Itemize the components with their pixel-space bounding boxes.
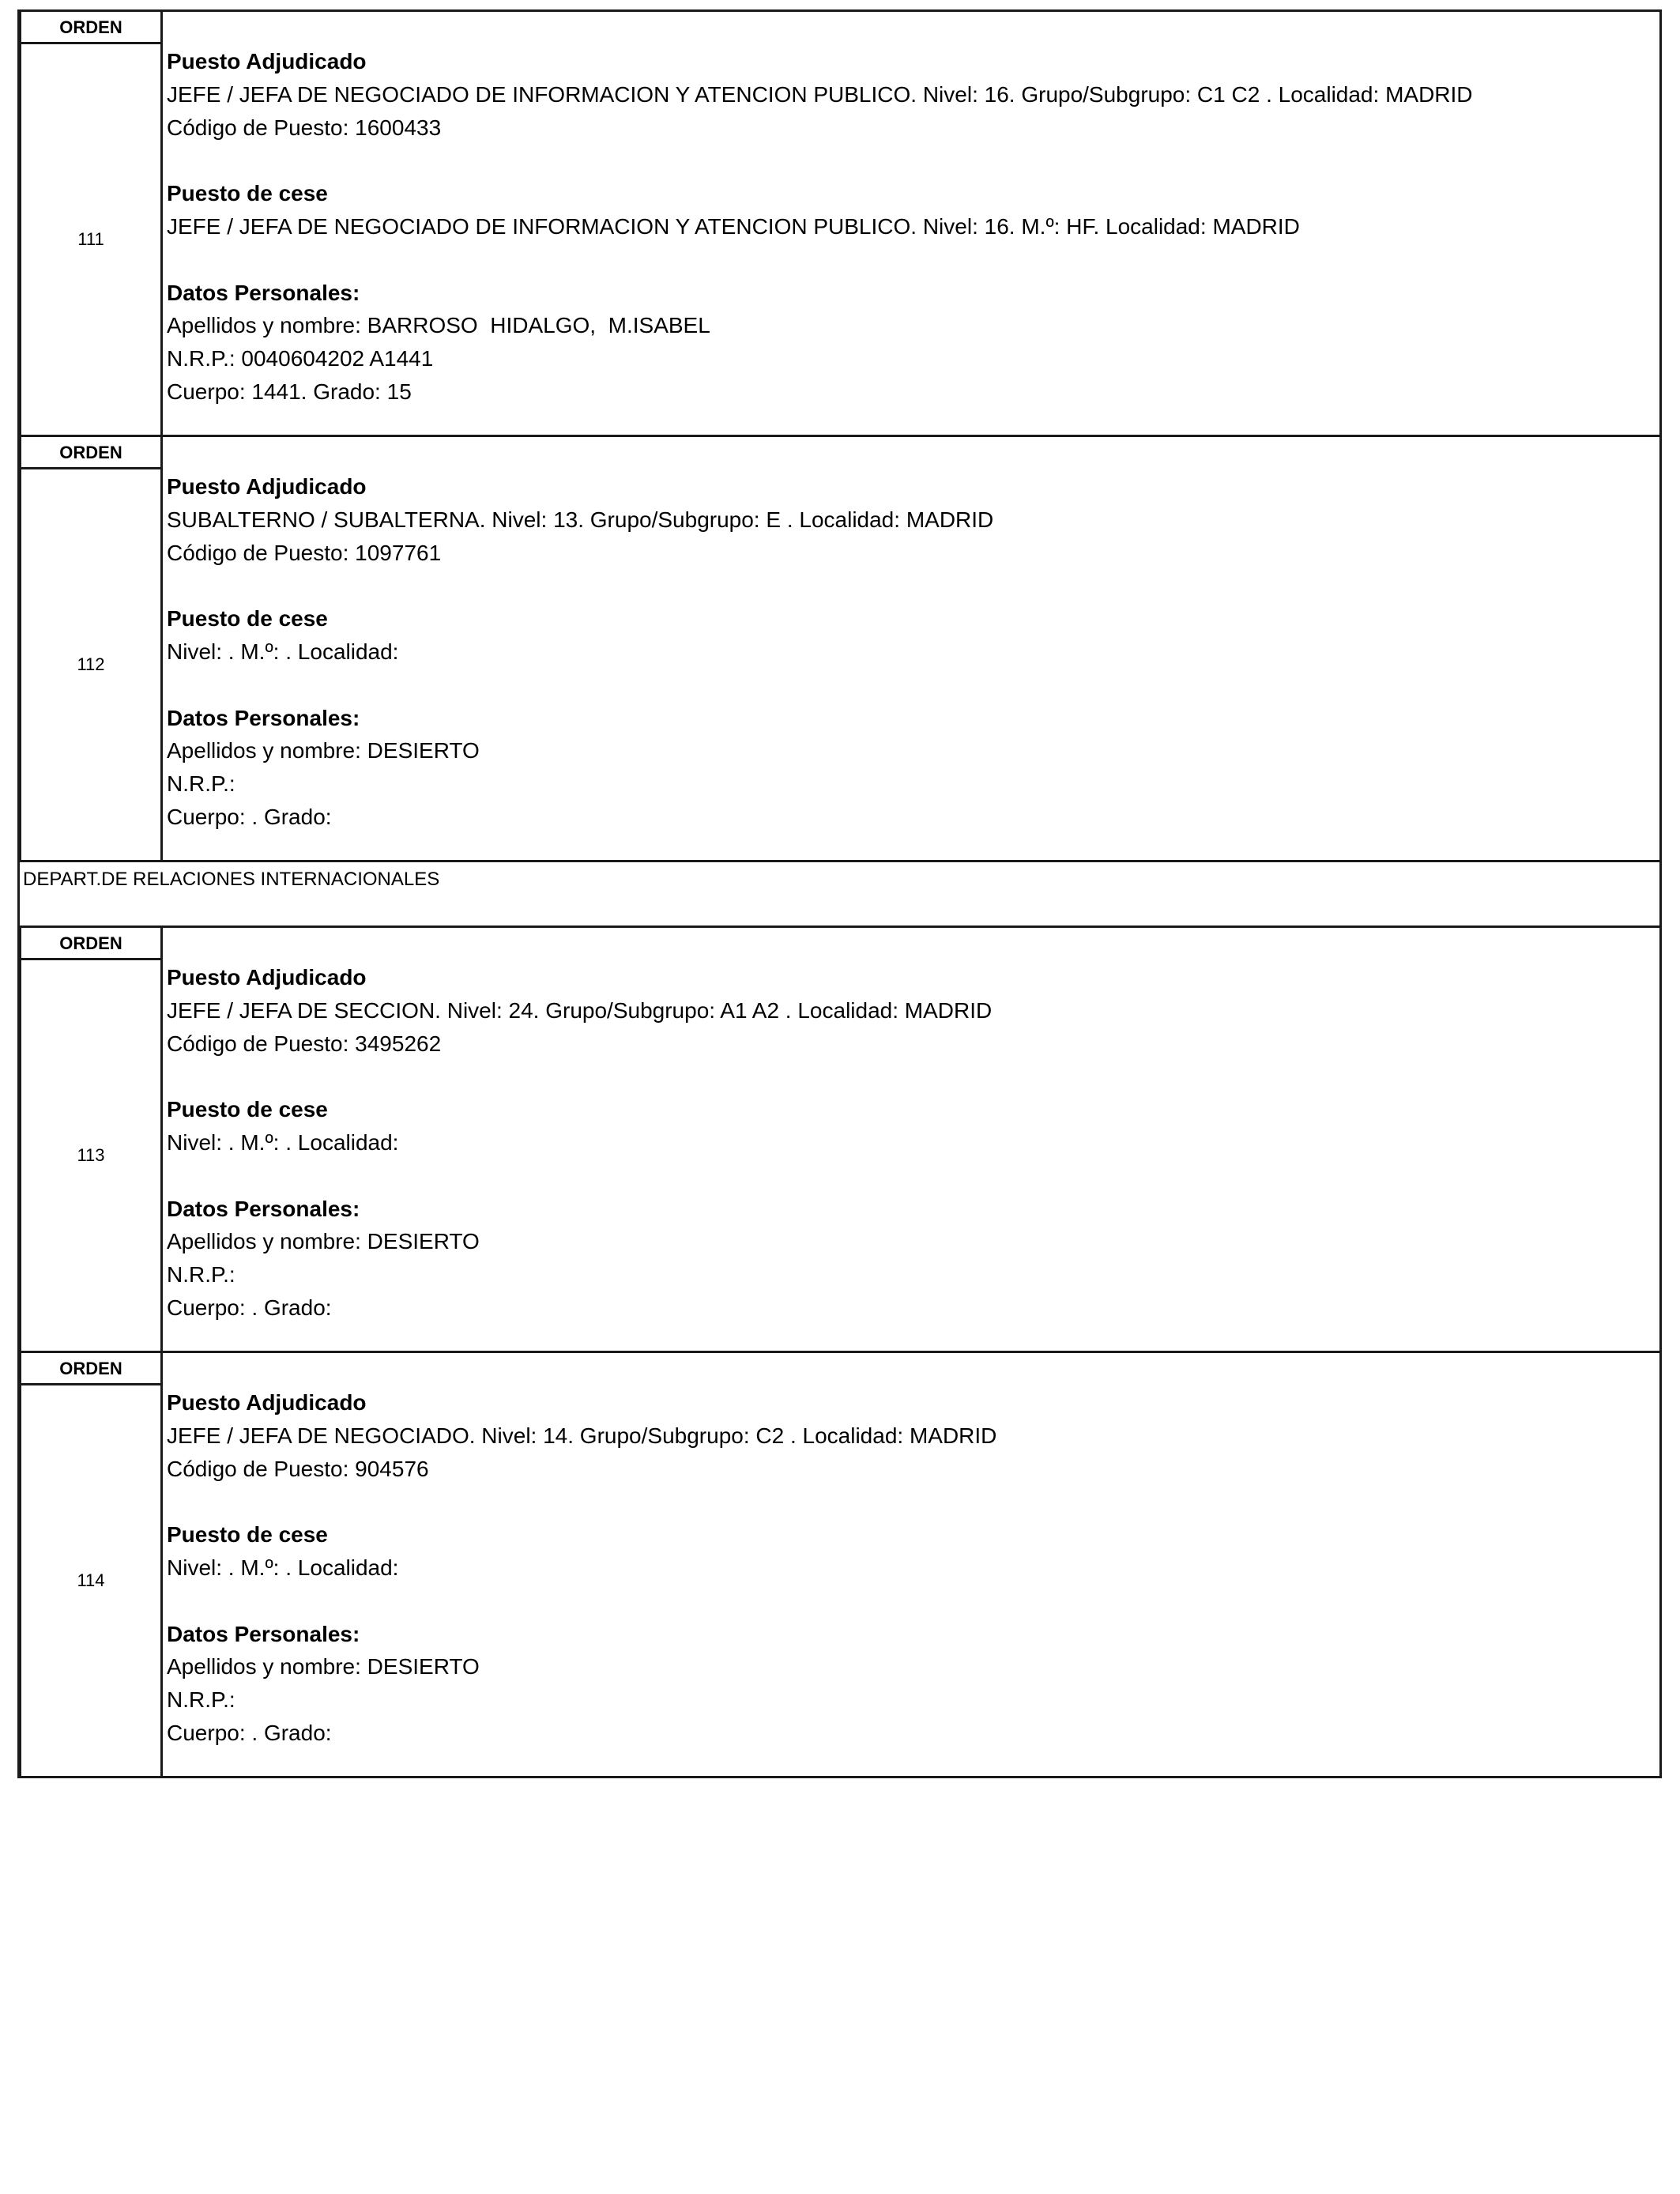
nrp: N.R.P.: 0040604202 A1441	[167, 346, 434, 371]
cuerpo-grado: Cuerpo: 1441. Grado: 15	[167, 379, 412, 404]
orden-number: 113	[77, 1145, 105, 1165]
record-details	[163, 928, 1659, 1351]
orden-cell	[20, 1353, 163, 1776]
puesto-adjudicado-heading: Puesto Adjudicado	[167, 49, 367, 74]
record-details	[163, 12, 1659, 435]
puesto-adjudicado-description: JEFE / JEFA DE SECCION. Nivel: 24. Grupo/Subgrupo: A1 A2 . Localidad: MADRID	[167, 997, 993, 1023]
nrp: N.R.P.:	[167, 771, 235, 797]
puesto-de-cese-heading: Puesto de cese	[167, 606, 328, 631]
orden-label: ORDEN	[21, 12, 160, 44]
document-table	[17, 9, 1662, 1778]
codigo-de-puesto: Código de Puesto: 1600433	[167, 115, 442, 140]
datos-personales-heading: Datos Personales:	[167, 1196, 360, 1221]
puesto-adjudicado-description: JEFE / JEFA DE NEGOCIADO. Nivel: 14. Grupo/Subgrupo: C2 . Localidad: MADRID	[167, 1423, 997, 1448]
puesto-de-cese-heading: Puesto de cese	[167, 1522, 328, 1547]
puesto-de-cese-description: Nivel: . M.º: . Localidad:	[167, 1555, 399, 1580]
puesto-adjudicado-heading: Puesto Adjudicado	[167, 965, 367, 990]
nrp: N.R.P.:	[167, 1687, 235, 1713]
record-block	[17, 9, 1662, 437]
nrp: N.R.P.:	[167, 1262, 235, 1287]
record-details	[163, 437, 1659, 860]
orden-number: 112	[77, 654, 105, 674]
orden-number: 114	[77, 1570, 105, 1590]
orden-cell	[20, 437, 163, 860]
apellidos-y-nombre: Apellidos y nombre: BARROSO HIDALGO, M.ISABEL	[167, 313, 710, 338]
puesto-de-cese-description: JEFE / JEFA DE NEGOCIADO DE INFORMACION Y ATENCION PUBLICO. Nivel: 16. M.º: HF. Localidad: MADRID	[167, 213, 1300, 239]
record-block	[17, 435, 1662, 862]
record-block	[17, 1351, 1662, 1778]
codigo-de-puesto: Código de Puesto: 904576	[167, 1456, 429, 1481]
puesto-adjudicado-description: JEFE / JEFA DE NEGOCIADO DE INFORMACION Y ATENCION PUBLICO. Nivel: 16. Grupo/Subgrupo: C1 C2 . Localidad: MADRID	[167, 81, 1473, 107]
orden-number: 111	[77, 229, 104, 249]
cuerpo-grado: Cuerpo: . Grado:	[167, 1720, 332, 1745]
cuerpo-grado: Cuerpo: . Grado:	[167, 1295, 332, 1320]
puesto-adjudicado-heading: Puesto Adjudicado	[167, 474, 367, 499]
orden-cell	[20, 12, 163, 435]
puesto-adjudicado-heading: Puesto Adjudicado	[167, 1390, 367, 1415]
apellidos-y-nombre: Apellidos y nombre: DESIERTO	[167, 1229, 480, 1254]
puesto-de-cese-description: Nivel: . M.º: . Localidad:	[167, 1129, 399, 1155]
record-block	[17, 925, 1662, 1353]
orden-label: ORDEN	[21, 1353, 160, 1385]
datos-personales-heading: Datos Personales:	[167, 705, 360, 730]
orden-label: ORDEN	[21, 437, 160, 469]
cuerpo-grado: Cuerpo: . Grado:	[167, 804, 332, 829]
apellidos-y-nombre: Apellidos y nombre: DESIERTO	[167, 738, 480, 763]
puesto-adjudicado-description: SUBALTERNO / SUBALTERNA. Nivel: 13. Grupo/Subgrupo: E . Localidad: MADRID	[167, 507, 994, 532]
datos-personales-heading: Datos Personales:	[167, 280, 360, 305]
orden-label: ORDEN	[21, 928, 160, 960]
apellidos-y-nombre: Apellidos y nombre: DESIERTO	[167, 1654, 480, 1679]
codigo-de-puesto: Código de Puesto: 1097761	[167, 540, 442, 565]
puesto-de-cese-heading: Puesto de cese	[167, 1097, 328, 1122]
department-heading: DEPART.DE RELACIONES INTERNACIONALES	[17, 860, 1662, 928]
puesto-de-cese-heading: Puesto de cese	[167, 181, 328, 206]
orden-cell	[20, 928, 163, 1351]
codigo-de-puesto: Código de Puesto: 3495262	[167, 1031, 442, 1056]
datos-personales-heading: Datos Personales:	[167, 1621, 360, 1646]
puesto-de-cese-description: Nivel: . M.º: . Localidad:	[167, 639, 399, 664]
record-details	[163, 1353, 1659, 1776]
